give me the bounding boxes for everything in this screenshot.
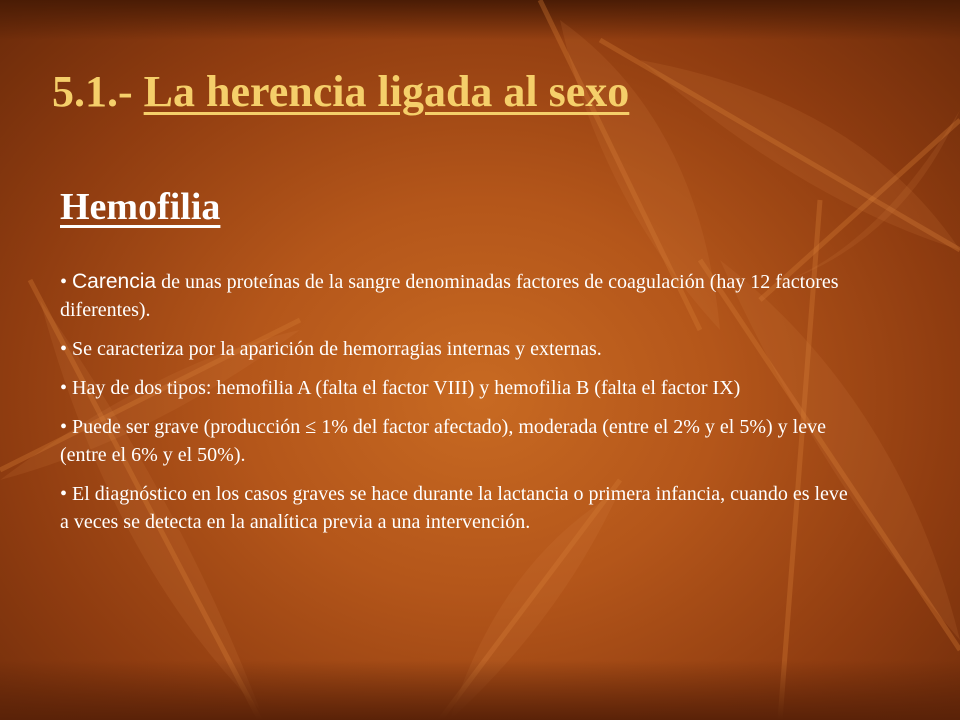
bullet-glyph: • <box>60 416 73 438</box>
bullet-glyph: • <box>60 483 73 505</box>
bullet-text: Hay de dos tipos: hemofilia A (falta el factor VIII) y hemofilia B (falta el factor IX) <box>72 377 741 399</box>
bullet-lead: Carencia <box>72 270 157 293</box>
bullet-item <box>60 374 850 402</box>
bullet-glyph: • <box>60 271 73 293</box>
bullet-glyph: • <box>60 338 73 360</box>
bullet-item <box>60 268 850 324</box>
title-link[interactable]: La herencia ligada al sexo <box>143 67 630 116</box>
background-bottom-shade <box>0 660 960 720</box>
bullet-text: El diagnóstico en los casos graves se hace durante la lactancia o primera infancia, cuando es leve a veces se detecta en la analítica previa a una intervención. <box>60 483 848 533</box>
bullet-text: de unas proteínas de la sangre denominadas factores de coagulación (hay 12 factores diferentes). <box>60 271 839 321</box>
slide-title <box>52 62 629 122</box>
bullet-item <box>60 413 850 469</box>
bullet-glyph: • <box>60 377 73 399</box>
bullet-text: Se caracteriza por la aparición de hemorragias internas y externas. <box>72 338 602 360</box>
bullet-item <box>60 480 850 536</box>
section-subtitle: Hemofilia <box>60 186 221 228</box>
title-number: 5.1.- <box>52 67 144 116</box>
bullet-text: Puede ser grave (producción ≤ 1% del factor afectado), moderada (entre el 2% y el 5%) y leve (entre el 6% y el 50%). <box>60 416 826 466</box>
bullet-item <box>60 335 850 363</box>
bullet-list <box>60 268 850 547</box>
